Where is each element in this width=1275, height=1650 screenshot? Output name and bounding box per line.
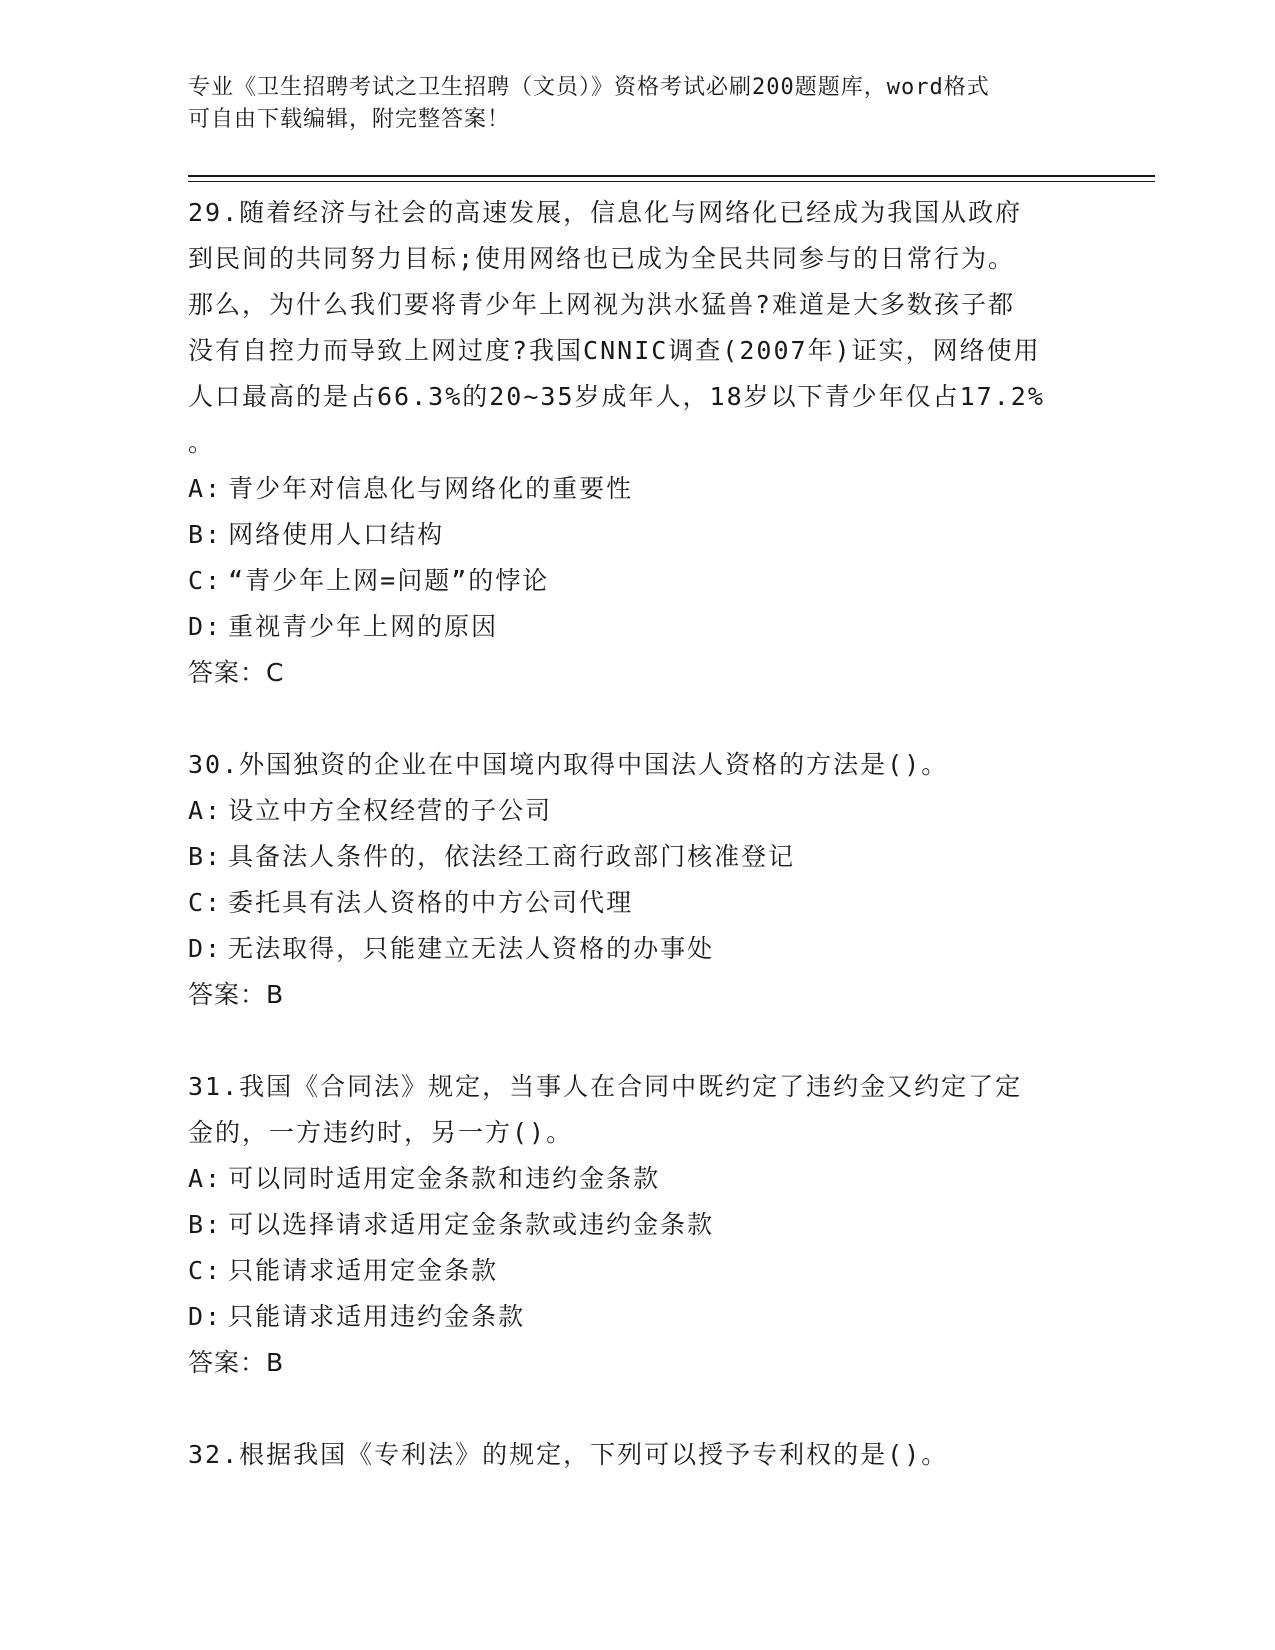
option-a — [188, 1156, 1088, 1202]
option-label: D: — [188, 1302, 223, 1331]
option-text: 只能请求适用定金条款 — [228, 1256, 499, 1285]
spacer — [188, 1386, 1088, 1432]
question-text-line: 。 — [188, 428, 216, 457]
header-divider-thick — [188, 175, 1155, 177]
question-31 — [188, 1064, 1088, 1386]
option-label: C: — [188, 1256, 223, 1285]
option-b — [188, 834, 1088, 880]
option-text: 具备法人条件的，依法经工商行政部门核准登记 — [228, 842, 796, 871]
option-text: 委托具有法人资格的中方公司代理 — [228, 888, 634, 917]
option-b — [188, 512, 1088, 558]
option-label: D: — [188, 612, 223, 641]
option-text: 重视青少年上网的原因 — [228, 612, 499, 641]
question-text-line: 那么，为什么我们要将青少年上网视为洪水猛兽?难道是大多数孩子都 — [188, 290, 1016, 319]
question-text-line: 到民间的共同努力目标;使用网络也已成为全民共同参与的日常行为。 — [188, 244, 1016, 273]
option-text: 可以选择请求适用定金条款或违约金条款 — [228, 1210, 715, 1239]
question-text-line: 金的，一方违约时，另一方()。 — [188, 1118, 574, 1147]
question-text-line: 人口最高的是占66.3%的20~35岁成年人，18岁以下青少年仅占17.2% — [188, 382, 1045, 411]
question-list — [188, 190, 1088, 1478]
header-line-2: 可自由下载编辑，附完整答案！ — [188, 107, 511, 132]
spacer — [188, 696, 1088, 742]
option-text: “青少年上网=问题”的悖论 — [228, 566, 550, 595]
option-label: C: — [188, 566, 223, 595]
header-divider-thin — [188, 181, 1155, 182]
document-header — [188, 72, 1068, 136]
answer: 答案：B — [188, 1348, 285, 1377]
option-d — [188, 926, 1088, 972]
option-label: A: — [188, 796, 223, 825]
option-text: 只能请求适用违约金条款 — [228, 1302, 526, 1331]
option-label: B: — [188, 842, 223, 871]
answer: 答案：C — [188, 658, 285, 687]
spacer — [188, 1018, 1088, 1064]
question-text-line: 30.外国独资的企业在中国境内取得中国法人资格的方法是()。 — [188, 750, 949, 779]
option-d — [188, 1294, 1088, 1340]
option-label: A: — [188, 1164, 223, 1193]
option-label: A: — [188, 474, 223, 503]
question-text-line: 29.随着经济与社会的高速发展，信息化与网络化已经成为我国从政府 — [188, 198, 1023, 227]
option-c — [188, 1248, 1088, 1294]
option-a — [188, 788, 1088, 834]
option-b — [188, 1202, 1088, 1248]
option-c — [188, 880, 1088, 926]
option-label: D: — [188, 934, 223, 963]
question-text-line: 31.我国《合同法》规定，当事人在合同中既约定了违约金又约定了定 — [188, 1072, 1023, 1101]
option-a — [188, 466, 1088, 512]
option-label: B: — [188, 1210, 223, 1239]
option-text: 设立中方全权经营的子公司 — [228, 796, 553, 825]
question-30 — [188, 742, 1088, 1018]
option-label: B: — [188, 520, 223, 549]
question-text-line: 没有自控力而导致上网过度?我国CNNIC调查(2007年)证实，网络使用 — [188, 336, 1041, 365]
question-29 — [188, 190, 1088, 696]
option-text: 可以同时适用定金条款和违约金条款 — [228, 1164, 661, 1193]
option-d — [188, 604, 1088, 650]
header-line-1: 专业《卫生招聘考试之卫生招聘（文员）》资格考试必刷200题题库，word格式 — [188, 75, 990, 100]
option-text: 青少年对信息化与网络化的重要性 — [228, 474, 634, 503]
option-c — [188, 558, 1088, 604]
answer: 答案：B — [188, 980, 285, 1009]
question-text-line: 32.根据我国《专利法》的规定，下列可以授予专利权的是()。 — [188, 1440, 949, 1469]
option-text: 无法取得，只能建立无法人资格的办事处 — [228, 934, 715, 963]
option-label: C: — [188, 888, 223, 917]
question-32 — [188, 1432, 1088, 1478]
option-text: 网络使用人口结构 — [228, 520, 445, 549]
